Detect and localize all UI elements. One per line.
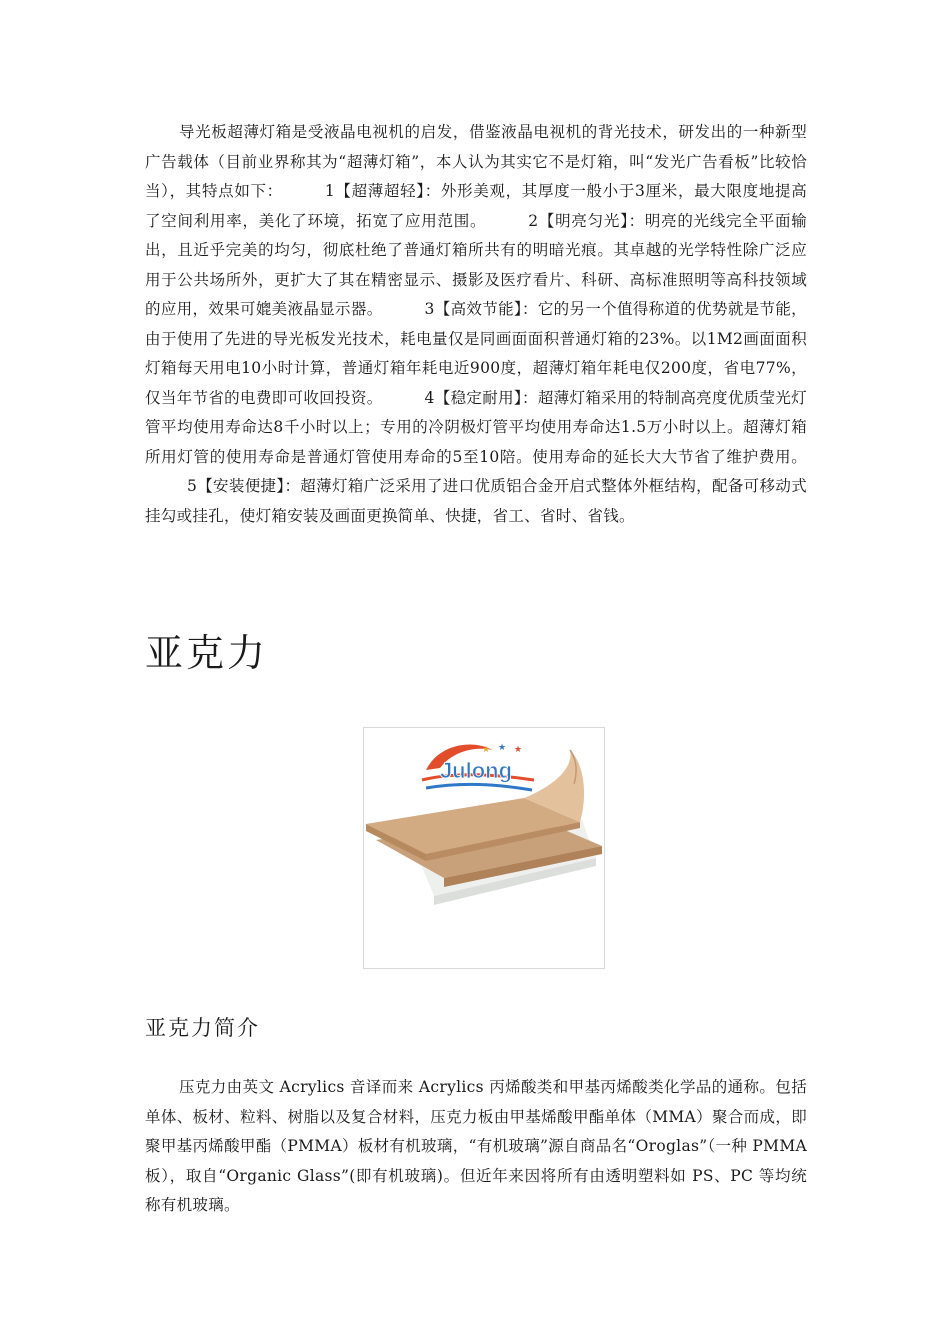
intro-paragraph bbox=[145, 118, 807, 531]
acrylic-sheet-illustration bbox=[364, 728, 604, 968]
acrylic-sheet-image bbox=[363, 727, 605, 969]
logo-swoosh-blue bbox=[426, 784, 532, 790]
julong-logo bbox=[422, 743, 534, 790]
text-segment: 1【超薄超轻】：外形美观，其厚度一般小于3厘米，最大限度地提高了空间利用率，美化了环境，拓宽了应用范围。 bbox=[145, 182, 807, 230]
text-segment: 2【明亮匀光】：明亮的光线完全平面输出，且近乎完美的均匀，彻底杜绝了普通灯箱所共有的明暗光痕。其卓越的光学特性除广泛应用于公共场所外，更扩大了其在精密显示、摄影及医疗看片、科研、高标准照明等高科技领域的应用，效果可媲美液晶显示器。 bbox=[145, 211, 807, 318]
text-segment: 4【稳定耐用】：超薄灯箱采用的特制高亮度优质莹光灯管平均使用寿命达8千小时以上；专用的冷阴极灯管平均使用寿命达1.5万小时以上。超薄灯箱所用灯管的使用寿命是普通灯管使用寿命的5至10陪。使用寿命的延长大大节省了维护费用。 bbox=[145, 388, 807, 466]
text-segment: 5【安装便捷】：超薄灯箱广泛采用了进口优质铝合金开启式整体外框结构，配备可移动式挂勾或挂孔，使灯箱安装及画面更换简单、快捷，省工、省时、省钱。 bbox=[145, 477, 807, 525]
logo-star-icon: ★ bbox=[482, 745, 491, 755]
text-segment: 3【高效节能】：它的另一个值得称道的优势就是节能，由于使用了先进的导光板发光技术，耗电量仅是同画面面积普通灯箱的23%。以1M2画面面积灯箱每天用电10小时计算，普通灯箱年耗电近900度，超薄灯箱年耗电仅200度，省电77%，仅当年节省的电费即可收回投资。 bbox=[145, 300, 807, 407]
text-segment: 导光板超薄灯箱是受液晶电视机的启发，借鉴液晶电视机的背光技术，研发出的一种新型广告载体（目前业界称其为“超薄灯箱”，本人认为其实它不是灯箱，叫“发光广告看板”比较恰当），其特点如下： bbox=[145, 123, 807, 200]
logo-star-icon: ★ bbox=[514, 745, 523, 755]
subsection-heading: 亚克力简介 bbox=[145, 1016, 260, 1040]
section-heading: 亚克力 bbox=[145, 631, 269, 675]
acrylic-intro-paragraph: 压克力由英文 Acrylics 音译而来 Acrylics 丙烯酸类和甲基丙烯酸类化学品的通称。包括单体、板材、粒料、树脂以及复合材料，压克力板由甲基烯酸甲酯单体（MMA）聚合而成，即聚甲基丙烯酸甲酯（PMMA）板材有机玻璃，“有机玻璃”源自商品名“Oroglas”（一种 PMMA 板），取自“Organic Glass”(即有机玻璃)。但近年来因将所有由透明塑料如 PS、PC 等均统称有机玻璃。 bbox=[145, 1078, 807, 1214]
logo-star-icon: ★ bbox=[498, 743, 507, 753]
logo-text: Julong bbox=[439, 758, 513, 783]
